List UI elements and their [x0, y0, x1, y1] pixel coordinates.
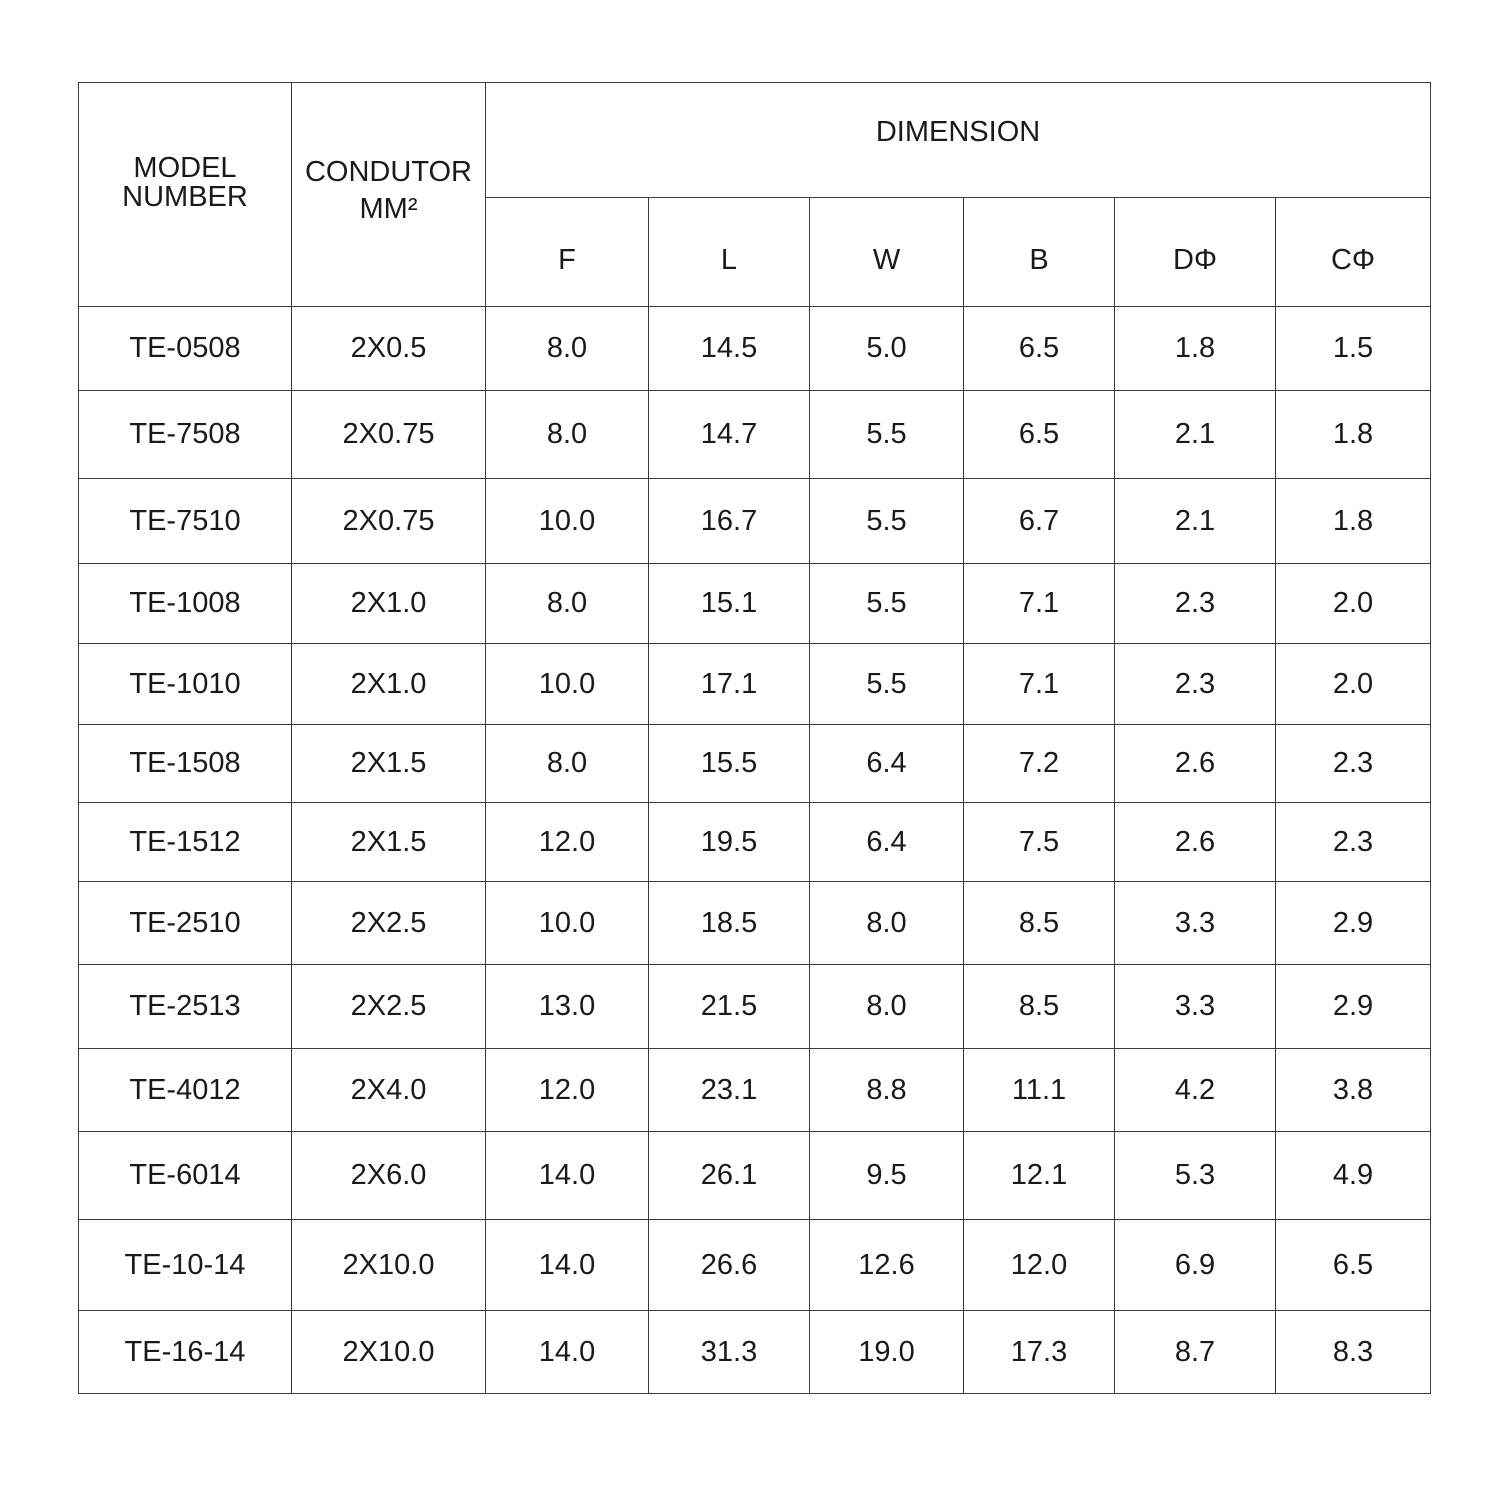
table-row: [79, 391, 1431, 479]
l-cell: 26.1: [649, 1132, 810, 1220]
w-cell: 8.0: [810, 965, 964, 1049]
c-phi-cell: 4.9: [1276, 1132, 1431, 1220]
table-row: [79, 882, 1431, 965]
c-phi-cell: 6.5: [1276, 1220, 1431, 1311]
c-phi-cell: 2.0: [1276, 564, 1431, 644]
conductor-cell: 2X1.5: [292, 803, 486, 882]
conductor-cell: 2X10.0: [292, 1311, 486, 1394]
c-phi-cell: 2.9: [1276, 965, 1431, 1049]
model-cell: TE-7510: [79, 479, 292, 564]
header-conductor-line1: CONDUTOR: [304, 156, 473, 189]
conductor-cell: 2X10.0: [292, 1220, 486, 1311]
header-col-l: L: [649, 198, 810, 307]
table-row: [79, 479, 1431, 564]
header-col-b: B: [964, 198, 1115, 307]
f-cell: 10.0: [486, 644, 649, 725]
l-cell: 18.5: [649, 882, 810, 965]
model-cell: TE-2510: [79, 882, 292, 965]
w-cell: 12.6: [810, 1220, 964, 1311]
w-cell: 6.4: [810, 803, 964, 882]
w-cell: 6.4: [810, 725, 964, 803]
l-cell: 15.1: [649, 564, 810, 644]
c-phi-cell: 2.0: [1276, 644, 1431, 725]
conductor-cell: 2X1.0: [292, 644, 486, 725]
b-cell: 12.0: [964, 1220, 1115, 1311]
w-cell: 8.8: [810, 1049, 964, 1132]
w-cell: 5.0: [810, 307, 964, 391]
w-cell: 5.5: [810, 479, 964, 564]
w-cell: 8.0: [810, 882, 964, 965]
model-cell: TE-10-14: [79, 1220, 292, 1311]
b-cell: 12.1: [964, 1132, 1115, 1220]
table-row: [79, 1220, 1431, 1311]
header-model-number: [79, 83, 292, 307]
l-cell: 26.6: [649, 1220, 810, 1311]
d-phi-cell: 1.8: [1115, 307, 1276, 391]
f-cell: 14.0: [486, 1311, 649, 1394]
model-cell: TE-16-14: [79, 1311, 292, 1394]
table-row: [79, 803, 1431, 882]
spec-table-body: [79, 307, 1431, 1394]
conductor-cell: 2X0.5: [292, 307, 486, 391]
b-cell: 6.7: [964, 479, 1115, 564]
c-phi-cell: 1.8: [1276, 479, 1431, 564]
f-cell: 12.0: [486, 803, 649, 882]
header-conductor-line2: MM²: [359, 192, 418, 225]
conductor-cell: 2X0.75: [292, 479, 486, 564]
d-phi-cell: 5.3: [1115, 1132, 1276, 1220]
conductor-cell: 2X4.0: [292, 1049, 486, 1132]
b-cell: 7.2: [964, 725, 1115, 803]
conductor-cell: 2X0.75: [292, 391, 486, 479]
conductor-cell: 2X1.0: [292, 564, 486, 644]
table-row: [79, 1132, 1431, 1220]
f-cell: 10.0: [486, 882, 649, 965]
d-phi-cell: 2.1: [1115, 391, 1276, 479]
l-cell: 17.1: [649, 644, 810, 725]
l-cell: 23.1: [649, 1049, 810, 1132]
model-cell: TE-4012: [79, 1049, 292, 1132]
f-cell: 12.0: [486, 1049, 649, 1132]
b-cell: 7.1: [964, 564, 1115, 644]
d-phi-cell: 2.6: [1115, 725, 1276, 803]
d-phi-cell: 2.3: [1115, 564, 1276, 644]
header-conductor: [292, 83, 486, 307]
c-phi-cell: 3.8: [1276, 1049, 1431, 1132]
b-cell: 11.1: [964, 1049, 1115, 1132]
l-cell: 14.7: [649, 391, 810, 479]
header-col-d-phi: DΦ: [1115, 198, 1276, 307]
conductor-cell: 2X6.0: [292, 1132, 486, 1220]
l-cell: 19.5: [649, 803, 810, 882]
d-phi-cell: 2.3: [1115, 644, 1276, 725]
header-col-c-phi: CΦ: [1276, 198, 1431, 307]
b-cell: 17.3: [964, 1311, 1115, 1394]
f-cell: 14.0: [486, 1220, 649, 1311]
f-cell: 8.0: [486, 307, 649, 391]
conductor-cell: 2X1.5: [292, 725, 486, 803]
w-cell: 19.0: [810, 1311, 964, 1394]
header-dimension-label: DIMENSION: [875, 115, 1041, 148]
f-cell: 13.0: [486, 965, 649, 1049]
l-cell: 16.7: [649, 479, 810, 564]
f-cell: 14.0: [486, 1132, 649, 1220]
w-cell: 9.5: [810, 1132, 964, 1220]
b-cell: 7.5: [964, 803, 1115, 882]
d-phi-cell: 8.7: [1115, 1311, 1276, 1394]
w-cell: 5.5: [810, 391, 964, 479]
f-cell: 8.0: [486, 564, 649, 644]
b-cell: 7.1: [964, 644, 1115, 725]
w-cell: 5.5: [810, 564, 964, 644]
model-cell: TE-1508: [79, 725, 292, 803]
header-col-w: W: [810, 198, 964, 307]
c-phi-cell: 8.3: [1276, 1311, 1431, 1394]
b-cell: 8.5: [964, 965, 1115, 1049]
f-cell: 10.0: [486, 479, 649, 564]
table-row: [79, 1311, 1431, 1394]
table-row: [79, 644, 1431, 725]
c-phi-cell: 1.5: [1276, 307, 1431, 391]
spec-table: [78, 82, 1431, 1394]
l-cell: 15.5: [649, 725, 810, 803]
l-cell: 31.3: [649, 1311, 810, 1394]
d-phi-cell: 2.6: [1115, 803, 1276, 882]
d-phi-cell: 4.2: [1115, 1049, 1276, 1132]
table-row: [79, 307, 1431, 391]
table-row: [79, 965, 1431, 1049]
l-cell: 21.5: [649, 965, 810, 1049]
model-cell: TE-0508: [79, 307, 292, 391]
header-model-line2: NUMBER: [122, 180, 248, 213]
model-cell: TE-1008: [79, 564, 292, 644]
model-cell: TE-1512: [79, 803, 292, 882]
d-phi-cell: 3.3: [1115, 882, 1276, 965]
table-row: [79, 564, 1431, 644]
table-row: [79, 725, 1431, 803]
c-phi-cell: 2.3: [1276, 803, 1431, 882]
conductor-cell: 2X2.5: [292, 882, 486, 965]
b-cell: 8.5: [964, 882, 1115, 965]
conductor-cell: 2X2.5: [292, 965, 486, 1049]
c-phi-cell: 2.9: [1276, 882, 1431, 965]
f-cell: 8.0: [486, 725, 649, 803]
model-cell: TE-6014: [79, 1132, 292, 1220]
model-cell: TE-7508: [79, 391, 292, 479]
header-model-line1: MODEL: [133, 151, 237, 184]
model-cell: TE-2513: [79, 965, 292, 1049]
l-cell: 14.5: [649, 307, 810, 391]
c-phi-cell: 2.3: [1276, 725, 1431, 803]
model-cell: TE-1010: [79, 644, 292, 725]
f-cell: 8.0: [486, 391, 649, 479]
b-cell: 6.5: [964, 391, 1115, 479]
header-dimension: [486, 83, 1431, 198]
d-phi-cell: 2.1: [1115, 479, 1276, 564]
c-phi-cell: 1.8: [1276, 391, 1431, 479]
d-phi-cell: 6.9: [1115, 1220, 1276, 1311]
table-row: [79, 1049, 1431, 1132]
b-cell: 6.5: [964, 307, 1115, 391]
w-cell: 5.5: [810, 644, 964, 725]
header-col-f: F: [486, 198, 649, 307]
d-phi-cell: 3.3: [1115, 965, 1276, 1049]
